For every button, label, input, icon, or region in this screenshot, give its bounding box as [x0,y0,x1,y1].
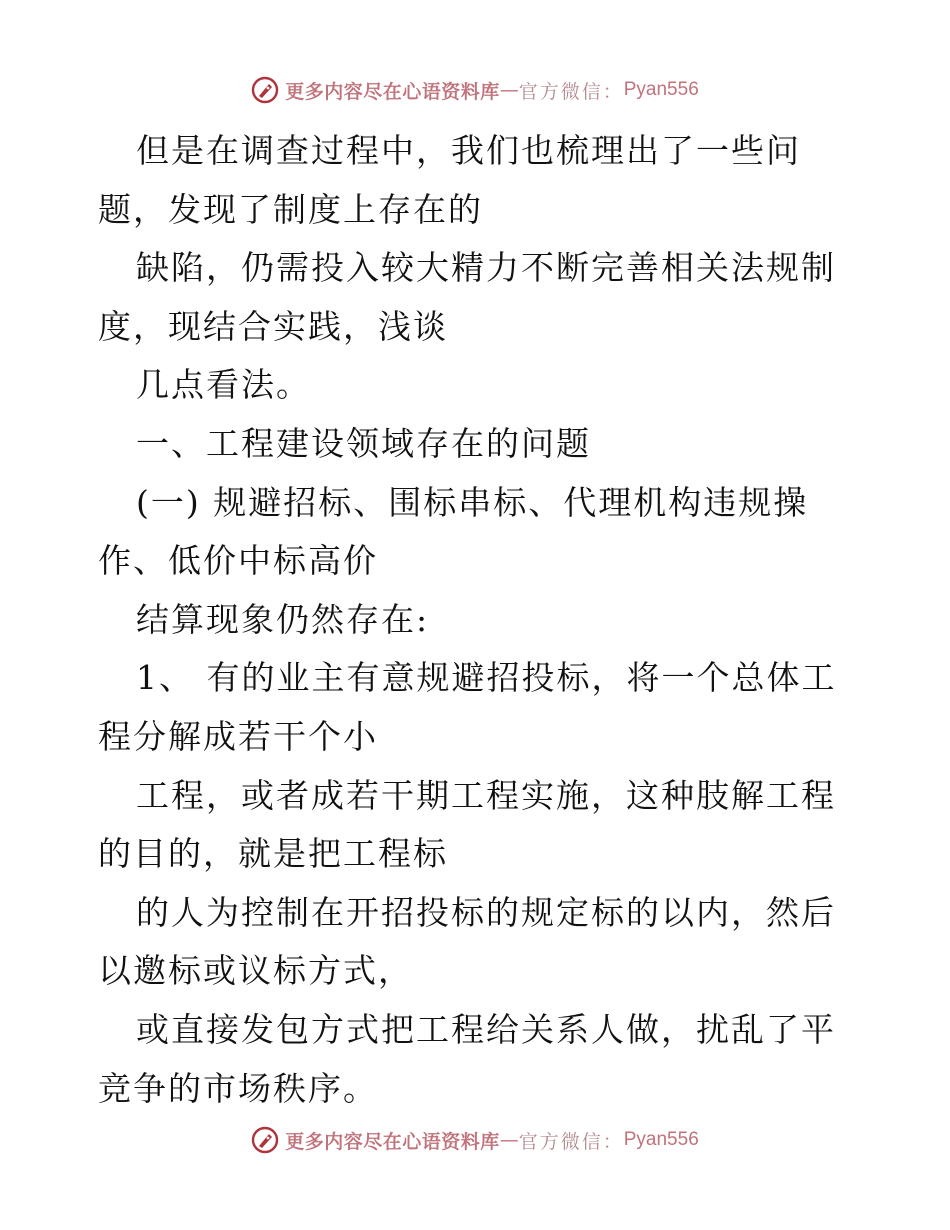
paragraph: 的人为控制在开招投标的规定标的以内，然后以邀标或议标方式， [98,892,836,991]
paragraph: 结算现象仍然存在: [136,599,430,639]
list-item: 1、 有的业主有意规避招投标，将一个总体工程分解成若干个小 [98,658,837,756]
paragraph: 或直接发包方式把工程给关系人做，扰乱了平竞争的市场秩序。 [98,1009,836,1108]
paragraph: 缺陷，仍需投入较大精力不断完善相关法规制度，现结合实践，浅谈 [98,248,836,346]
banner-dash: — [499,1129,519,1151]
section-heading: 一、工程建设领域存在的问题 [136,423,591,463]
document-body [98,122,858,1118]
banner-brand: 更多内容尽在心语资料库 [285,1130,500,1153]
paragraph: 工程，或者成若干期工程实施，这种肢解工程的目的，就是把工程标 [98,775,836,874]
banner-wechat-label: 官方微信： [518,1130,624,1153]
banner-wechat-id: Pyan556 [623,1129,699,1150]
paragraph: 几点看法。 [136,365,311,405]
banner-brand: 更多内容尽在心语资料库 [285,80,500,103]
subsection-heading: (一) 规避招标、围标串标、代理机构违规操作、低价中标高价 [98,482,809,581]
pen-nib-circle-icon [251,76,279,104]
banner-wechat-id: Pyan556 [623,79,699,100]
pen-nib-circle-icon [251,1126,279,1154]
banner-wechat-label: 官方微信： [518,80,624,103]
paragraph: 但是在调查过程中，我们也梳理出了一些问题，发现了制度上存在的 [98,131,801,229]
header-banner [0,72,950,108]
banner-dash: — [499,79,519,101]
footer-banner [0,1122,950,1158]
